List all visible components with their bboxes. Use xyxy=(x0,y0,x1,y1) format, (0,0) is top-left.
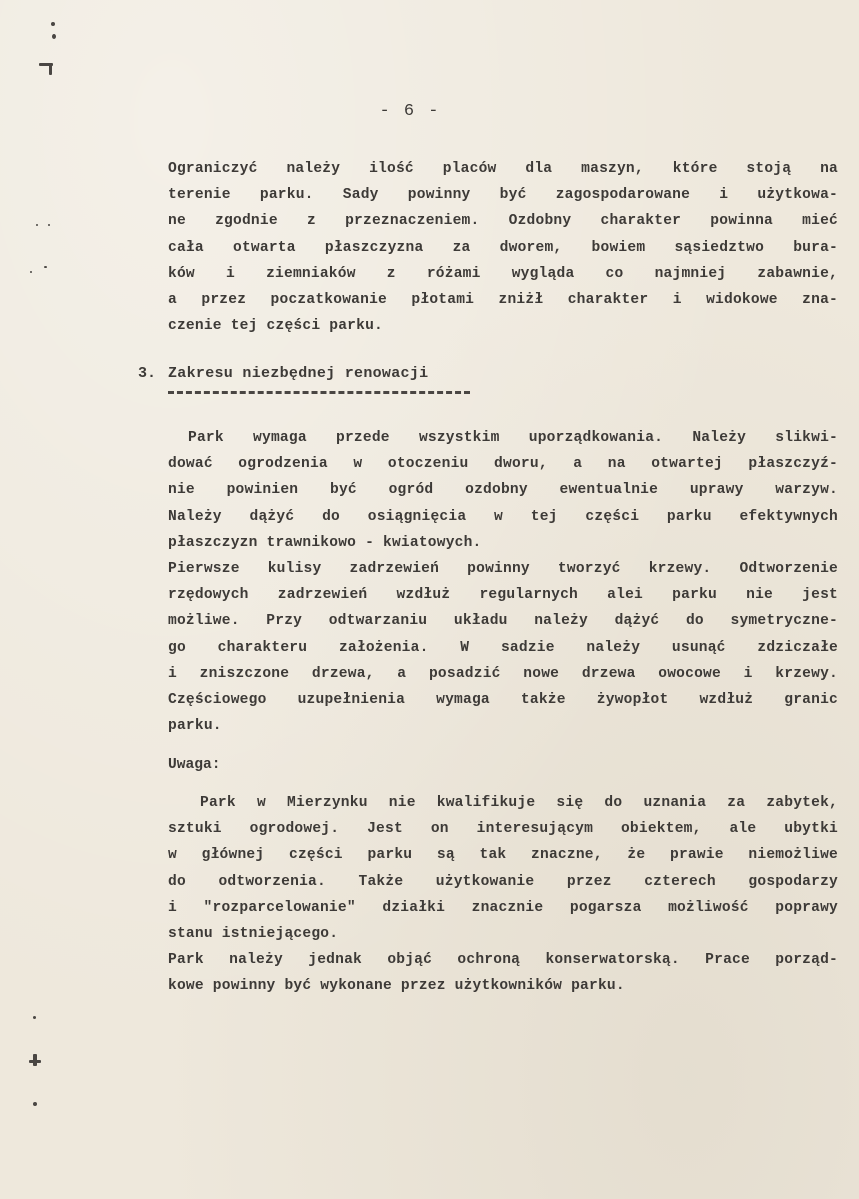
paragraph-note xyxy=(168,790,838,1000)
text-line: Park należy jednak objąć ochroną konserwatorską. Prace porząd- xyxy=(168,952,838,969)
text-line: nie powinien być ogród ozdobny ewentualnie uprawy warzyw. xyxy=(168,482,838,499)
margin-mark xyxy=(51,22,55,26)
text-line: parku. xyxy=(168,718,222,735)
text-line: Pierwsze kulisy zadrzewień powinny tworzyć krzewy. Odtworzenie xyxy=(168,561,838,578)
text-line: a przez poczatkowanie płotami zniżł charakter i widokowe zna- xyxy=(168,292,838,309)
note-label: Uwaga: xyxy=(168,757,221,773)
margin-mark xyxy=(33,1102,37,1106)
text-line: czenie tej części parku. xyxy=(168,318,383,335)
text-line: dować ogrodzenia w otoczeniu dworu, a na otwartej płaszczyź- xyxy=(168,456,838,473)
text-line: możliwe. Przy odtwarzaniu układu należy dążyć do symetryczne- xyxy=(168,613,838,630)
text-line: kowe powinny być wykonane przez użytkowników parku. xyxy=(168,978,625,995)
text-line: Park wymaga przede wszystkim uporządkowania. Należy slikwi- xyxy=(188,430,838,446)
margin-mark xyxy=(49,63,52,75)
section-heading: Zakresu niezbędnej renowacji xyxy=(168,365,429,382)
margin-mark xyxy=(30,271,32,273)
section-number: 3. xyxy=(138,365,157,382)
paragraph-renovation-scope xyxy=(168,425,838,739)
text-line: płaszczyzn trawnikowo - kwiatowych. xyxy=(168,534,482,551)
text-line: rzędowych zadrzewień wzdłuż regularnych alei parku nie jest xyxy=(168,587,838,604)
paragraph-parking-and-orchards xyxy=(168,156,838,339)
text-line: w głównej części parku są tak znaczne, że prawie niemożliwe xyxy=(168,847,838,864)
margin-mark xyxy=(36,224,38,226)
text-line: stanu istniejącego. xyxy=(168,926,339,943)
margin-mark xyxy=(52,34,56,39)
text-line: Częściowego uzupełnienia wymaga także żywopłot wzdłuż granic xyxy=(168,692,838,709)
margin-mark xyxy=(44,266,47,268)
margin-mark xyxy=(48,224,50,226)
margin-mark xyxy=(33,1016,36,1019)
heading-underline xyxy=(168,391,470,394)
text-line: terenie parku. Sady powinny być zagospodarowane i użytkowa- xyxy=(168,187,838,204)
text-line: do odtworzenia. Także użytkowanie przez czterech gospodarzy xyxy=(168,873,838,890)
text-line: sztuki ogrodowej. Jest on interesującym obiektem, ale ubytki xyxy=(168,821,838,838)
text-line: Należy dążyć do osiągnięcia w tej części parku efektywnych xyxy=(168,508,838,525)
text-line: ne zgodnie z przeznaczeniem. Ozdobny charakter powinna mieć xyxy=(168,213,838,230)
text-line: go charakteru założenia. W sadzie należy usunąć zdziczałe xyxy=(168,639,838,656)
text-line: Park w Mierzynku nie kwalifikuje się do uznania za zabytek, xyxy=(200,795,838,811)
text-line: i "rozparcelowanie" działki znacznie pogarsza możliwość poprawy xyxy=(168,899,838,916)
margin-mark xyxy=(29,1060,41,1063)
text-line: i zniszczone drzewa, a posadzić nowe drzewa owocowe i krzewy. xyxy=(168,665,838,682)
text-line: ków i ziemniaków z różami wygląda co najmniej zabawnie, xyxy=(168,265,838,282)
text-line: cała otwarta płaszczyzna za dworem, bowiem sąsiedztwo bura- xyxy=(168,239,838,256)
page-number: - 6 - xyxy=(379,102,441,121)
text-line: Ograniczyć należy ilość placów dla maszyn, które stoją na xyxy=(168,161,838,177)
